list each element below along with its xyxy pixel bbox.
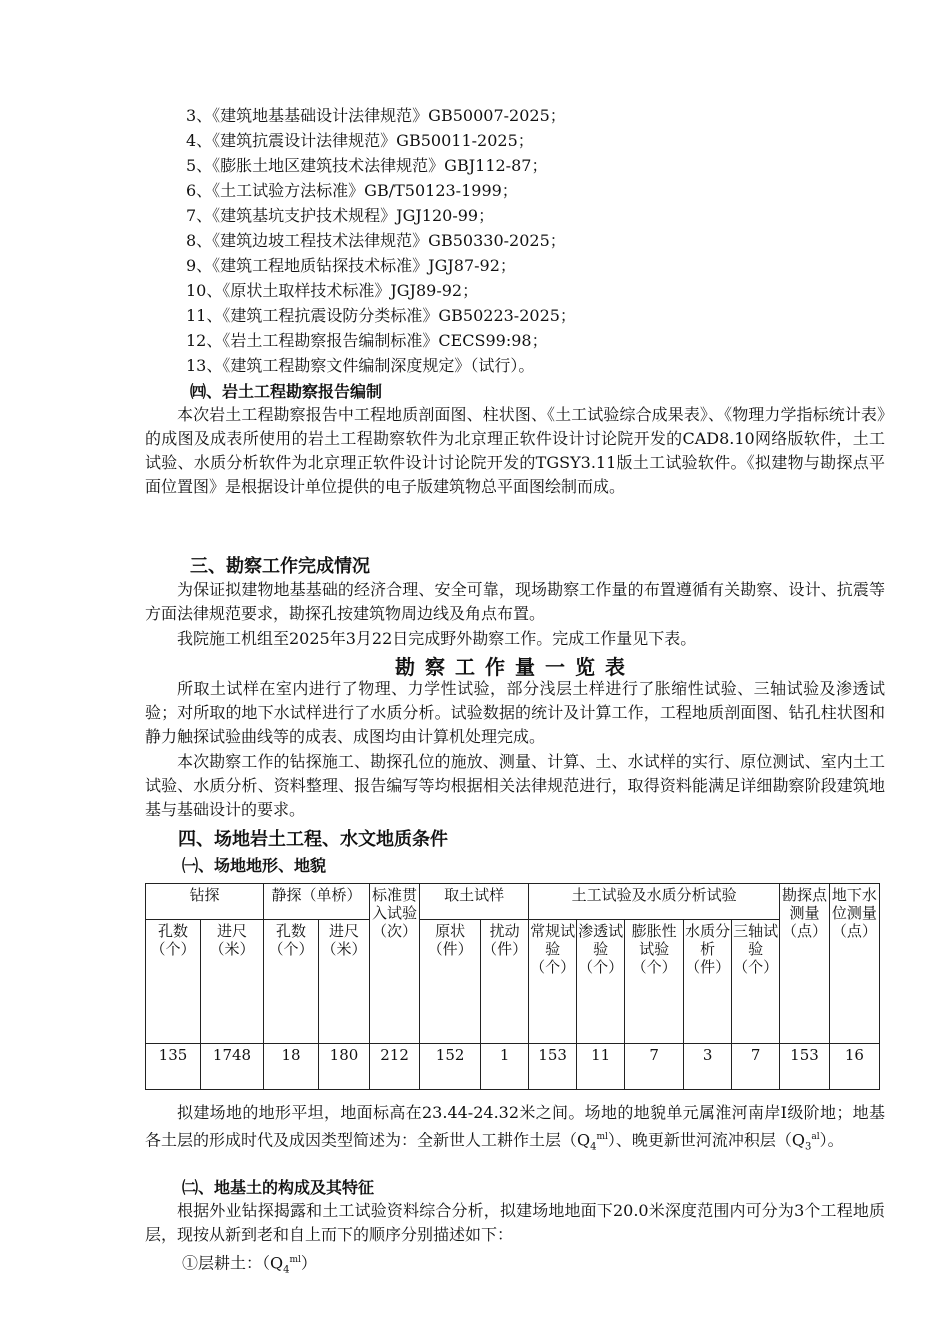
reference-item: 9、《建筑工程地质钻探技术标准》JGJ87-92； bbox=[186, 256, 516, 275]
superscript: al bbox=[811, 1132, 820, 1142]
section-heading: ㈡、地基土的构成及其特征 bbox=[182, 1178, 375, 1197]
table-header-cell: 进尺（米） bbox=[201, 920, 264, 1044]
layer-label bbox=[182, 1248, 922, 1283]
layer-label-text: ） bbox=[300, 1253, 317, 1273]
paragraph-text: 拟建场地的地形平坦，地面标高在23.44-24.32米之间。场地的地貌单元属淮河南岸Ⅰ级阶地；地基各土层的形成时代及成因类型简述为：全新世人工耕作土层（Q bbox=[145, 1103, 885, 1150]
table-header-group: 静探（单桥） bbox=[264, 884, 370, 920]
reference-item: 4、《建筑抗震设计法律规范》GB50011-2025； bbox=[186, 131, 534, 150]
paragraph bbox=[145, 1101, 885, 1160]
table-header-group: 土工试验及水质分析试验 bbox=[529, 884, 780, 920]
section-heading: ㈠、场地地形、地貌 bbox=[182, 856, 327, 875]
paragraph-text: ）。 bbox=[819, 1130, 844, 1150]
reference-item: 8、《建筑边坡工程技术法律规范》GB50330-2025； bbox=[186, 231, 566, 250]
chapter-heading: 四、场地岩土工程、水文地质条件 bbox=[178, 829, 448, 850]
table-title: 勘察工作量一览表 bbox=[395, 655, 635, 679]
paragraph: 本次岩土工程勘察报告中工程地质剖面图、柱状图、《土工试验综合成果表》、《物理力学指标统计表》的成图及成表所使用的岩土工程勘察软件为北京理正软件设计讨论院开发的CAD8.10网络版软件，土工试验、水质分析软件为北京理正软件设计讨论院开发的TGSY3.11版土工试验软件。《拟建物与勘探点平面位置图》是根据设计单位提供的电子版建筑物总平面图绘制而成。 bbox=[145, 405, 885, 496]
table-cell: 153 bbox=[780, 1044, 830, 1090]
reference-item: 11、《建筑工程抗震设防分类标准》GB50223-2025； bbox=[186, 306, 576, 325]
table-cell: 135 bbox=[146, 1044, 201, 1090]
table-cell: 18 bbox=[264, 1044, 319, 1090]
table-cell: 11 bbox=[577, 1044, 625, 1090]
table-cell: 1 bbox=[481, 1044, 529, 1090]
table-header-cell: 标准贯入试验（次） bbox=[370, 884, 420, 1044]
reference-item: 5、《膨胀土地区建筑技术法律规范》GBJ112-87； bbox=[186, 156, 548, 175]
table-cell: 153 bbox=[529, 1044, 577, 1090]
table-header-cell: 孔数（个） bbox=[264, 920, 319, 1044]
layer-label-text: ①层耕土：（Q bbox=[182, 1253, 284, 1273]
table-cell: 1748 bbox=[201, 1044, 264, 1090]
reference-item: 12、《岩土工程勘察报告编制标准》CECS99:98； bbox=[186, 331, 548, 350]
table-header-group: 钻探 bbox=[146, 884, 264, 920]
workload-table bbox=[145, 883, 880, 1090]
paragraph: 根据外业钻探揭露和土工试验资料综合分析，拟建场地地面下20.0米深度范围内可分为3个工程地质层，现按从新到老和自上而下的顺序分别描述如下： bbox=[145, 1201, 885, 1244]
table-cell: 180 bbox=[319, 1044, 370, 1090]
subscript: 4 bbox=[283, 1264, 290, 1276]
paragraph: 所取土试样在室内进行了物理、力学性试验，部分浅层土样进行了胀缩性试验、三轴试验及渗透试验；对所取的地下水试样进行了水质分析。试验数据的统计及计算工作，工程地质剖面图、钻孔柱状图和静力触探试验曲线等的成表、成图均由计算机处理完成。 bbox=[145, 679, 885, 746]
subscript: 4 bbox=[590, 1141, 597, 1153]
table-cell: 212 bbox=[370, 1044, 420, 1090]
section-heading: ㈣、岩土工程勘察报告编制 bbox=[190, 382, 383, 401]
table-header-group: 取土试样 bbox=[420, 884, 529, 920]
table-header-cell: 勘探点测量（点） bbox=[780, 884, 830, 1044]
table-cell: 152 bbox=[420, 1044, 481, 1090]
table-header-cell: 孔数（个） bbox=[146, 920, 201, 1044]
table-header-cell: 扰动（件） bbox=[481, 920, 529, 1044]
reference-item: 7、《建筑基坑支护技术规程》JGJ120-99； bbox=[186, 206, 495, 225]
table-header-cell: 膨胀性试验（个） bbox=[625, 920, 684, 1044]
table-header-cell: 进尺（米） bbox=[319, 920, 370, 1044]
table-header-cell: 常规试验（个） bbox=[529, 920, 577, 1044]
paragraph: 我院施工机组至2025年3月22日完成野外勘察工作。完成工作量见下表。 bbox=[177, 629, 697, 648]
table-header-cell: 渗透试验（个） bbox=[577, 920, 625, 1044]
reference-item: 10、《原状土取样技术标准》JGJ89-92； bbox=[186, 281, 479, 300]
superscript: ml bbox=[596, 1132, 608, 1142]
subscript: 3 bbox=[805, 1141, 812, 1153]
table-cell: 3 bbox=[684, 1044, 732, 1090]
table-header-cell: 地下水位测量（点） bbox=[829, 884, 879, 1044]
reference-item: 3、《建筑地基基础设计法律规范》GB50007-2025； bbox=[186, 106, 566, 125]
paragraph: 为保证拟建物地基基础的经济合理、安全可靠，现场勘察工作量的布置遵循有关勘察、设计、抗震等方面法律规范要求，勘探孔按建筑物周边线及角点布置。 bbox=[145, 580, 885, 623]
chapter-heading: 三、勘察工作完成情况 bbox=[190, 556, 370, 577]
superscript: ml bbox=[289, 1255, 301, 1265]
table-header-cell: 原状（件） bbox=[420, 920, 481, 1044]
table-cell: 7 bbox=[625, 1044, 684, 1090]
paragraph: 本次勘察工作的钻探施工、勘探孔位的施放、测量、计算、土、水试样的实行、原位测试、室内土工试验、水质分析、资料整理、报告编写等均根据相关法律规范进行，取得资料能满足详细勘察阶段建筑地基与基础设计的要求。 bbox=[145, 752, 885, 819]
reference-item: 6、《土工试验方法标准》GB/T50123-1999； bbox=[186, 181, 518, 200]
paragraph-text: ）、晚更新世河流冲积层（Q bbox=[607, 1130, 806, 1150]
table-cell: 16 bbox=[829, 1044, 879, 1090]
table-header-cell: 水质分析（件） bbox=[684, 920, 732, 1044]
reference-item: 13、《建筑工程勘察文件编制深度规定》（试行）。 bbox=[186, 356, 535, 375]
table-cell: 7 bbox=[732, 1044, 780, 1090]
table-header-cell: 三轴试验（个） bbox=[732, 920, 780, 1044]
